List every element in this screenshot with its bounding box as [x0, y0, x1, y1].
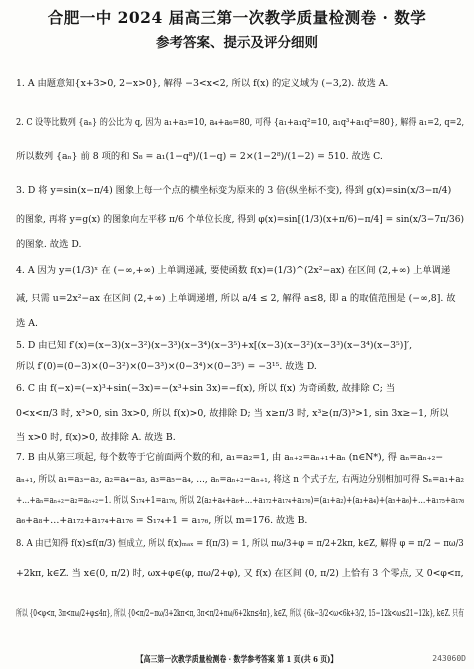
page-footer: 【高三第一次教学质量检测卷 · 数学参考答案 第 1 页(共 6 页)】 [136, 655, 338, 665]
q2-line-1: 2. C 设等比数列 {aₙ} 的公比为 q, 因为 a₁+a₃=10, a₄+a₆=80, 可得 {a₁+a₁q²=10, a₁q³+a₁q⁵=80}, 解得 a₁=2, q=2, [16, 117, 465, 128]
q7-line-2: aₙ₊₁, 所以 a₁=a₃−a₂, a₂=a₄−a₃, a₃=a₅−a₄, …, aₙ=aₙ₊₂−aₙ₊₁, 将这 n 个式子左, 右两边分别相加可得 Sₙ=a₁+a₂ [16, 474, 464, 485]
q4-line-3: 选 A. [16, 318, 38, 329]
q3-line-2: 的图象, 再将 y=g(x) 的图象向左平移 π/6 个单位长度, 得到 φ(x)=sin[(1/3)(x+π/6)−π/4] = sin(x/3−7π/36) [16, 214, 465, 225]
q5-line-1: 5. D 由已知 f′(x)=(x−3)(x−3²)(x−3³)(x−3⁴)(x−3⁵)+x[(x−3)(x−3²)(x−3³)(x−3⁴)(x−3⁵)]′, [16, 340, 413, 351]
q4-line-1: 4. A 因为 y=(1/3)ˣ 在 (−∞,+∞) 上单调递减, 要使函数 f(x)=(1/3)^(2x²−ax) 在区间 (2,+∞) 上单调递 [16, 265, 451, 276]
q7-line-4: a₆+a₈+…+a₁₇₂+a₁₇₄+a₁₇₆ = S₁₇₄+1 = a₁₇₆, 所以 m=176. 故选 B. [16, 515, 308, 526]
q6-line-3: 当 x>0 时, f(x)>0, 故排除 A. 故选 B. [16, 432, 176, 443]
q3-line-1: 3. D 将 y=sin(x−π/4) 图象上每一个点的横坐标变为原来的 3 倍(纵坐标不变), 得到 g(x)=sin(x/3−π/4) [16, 185, 452, 196]
q2-line-2: 所以数列 {aₙ} 前 8 项的和 S₈ = a₁(1−q⁸)/(1−q) = 2×(1−2⁸)/(1−2) = 510. 故选 C. [16, 151, 383, 162]
q1-line-1: 1. A 由题意知{x+3>0, 2−x>0}, 解得 −3<x<2, 所以 f(x) 的定义域为 (−3,2). 故选 A. [16, 78, 389, 89]
q8-line-3: 所以 {0<φ<π, 3π<πω/2+φ≤4π}, 所以 {0<π/2−πω/3+2kπ<π, 3π<π/2+πω/6+2kπ≤4π}, k∈Z, 所以 {6k−3/2<ω<6k+3/2, 15−12k<ω≤21−12k}, k∈Z. 只有 [16, 608, 464, 619]
page-subtitle: 参考答案、提示及评分细则 [156, 35, 318, 51]
q8-line-2: +2kπ, k∈Z. 当 x∈(0, π/2) 时, ωx+φ∈(φ, πω/2+φ), 又 f(x) 在区间 (0, π/2) 上恰有 3 个零点, 又 0<φ<π, [16, 568, 464, 579]
q3-line-3: 的图象. 故选 D. [16, 239, 82, 250]
q8-line-1: 8. A 由已知得 f(x)≤f(π/3) 恒成立, 所以 f(x)ₘₐₓ = f(π/3) = 1, 所以 πω/3+φ = π/2+2kπ, k∈Z, 解得 φ = π/2 − πω/3 [16, 538, 464, 549]
q4-line-2: 减, 只需 u=2x²−ax 在区间 (2,+∞) 上单调递增, 所以 a/4 ≤ 2, 解得 a≤8, 即 a 的取值范围是 (−∞,8]. 故 [16, 293, 456, 304]
q7-line-3: +…+aₙ=aₙ₊₂−a₂=aₙ₊₂−1. 所以 S₁₇₄+1=a₁₇₆, 所以 2(a₂+a₄+a₆+…+a₁₇₂+a₁₇₄+a₁₇₆)=(a₁+a₂)+(a₃+a₄)+(a₅+a₆)+…+a₁₇₅+a₁₇₆ [16, 495, 465, 506]
q6-line-2: 0<x<π/3 时, x³>0, sin 3x>0, 所以 f(x)>0, 故排除 D; 当 x≥π/3 时, x³≥(π/3)³>1, sin 3x≥−1, 所以 [16, 408, 449, 419]
q6-line-1: 6. C 由 f(−x)=(−x)³+sin(−3x)=−(x³+sin 3x)=−f(x), 所以 f(x) 为奇函数, 故排除 C; 当 [16, 383, 396, 394]
document-code: 243060D [432, 654, 466, 663]
q7-line-1: 7. B 由从第三项起, 每个数等于它前面两个数的和, a₁=a₂=1, 由 aₙ₊₂=aₙ₊₁+aₙ (n∈N*), 得 aₙ=aₙ₊₂− [16, 452, 444, 463]
q5-line-2: 所以 f′(0)=(0−3)×(0−3²)×(0−3³)×(0−3⁴)×(0−3⁵) = −3¹⁵. 故选 D. [16, 361, 317, 372]
page-title: 合肥一中 2024 届高三第一次教学质量检测卷 · 数学 [47, 8, 427, 27]
